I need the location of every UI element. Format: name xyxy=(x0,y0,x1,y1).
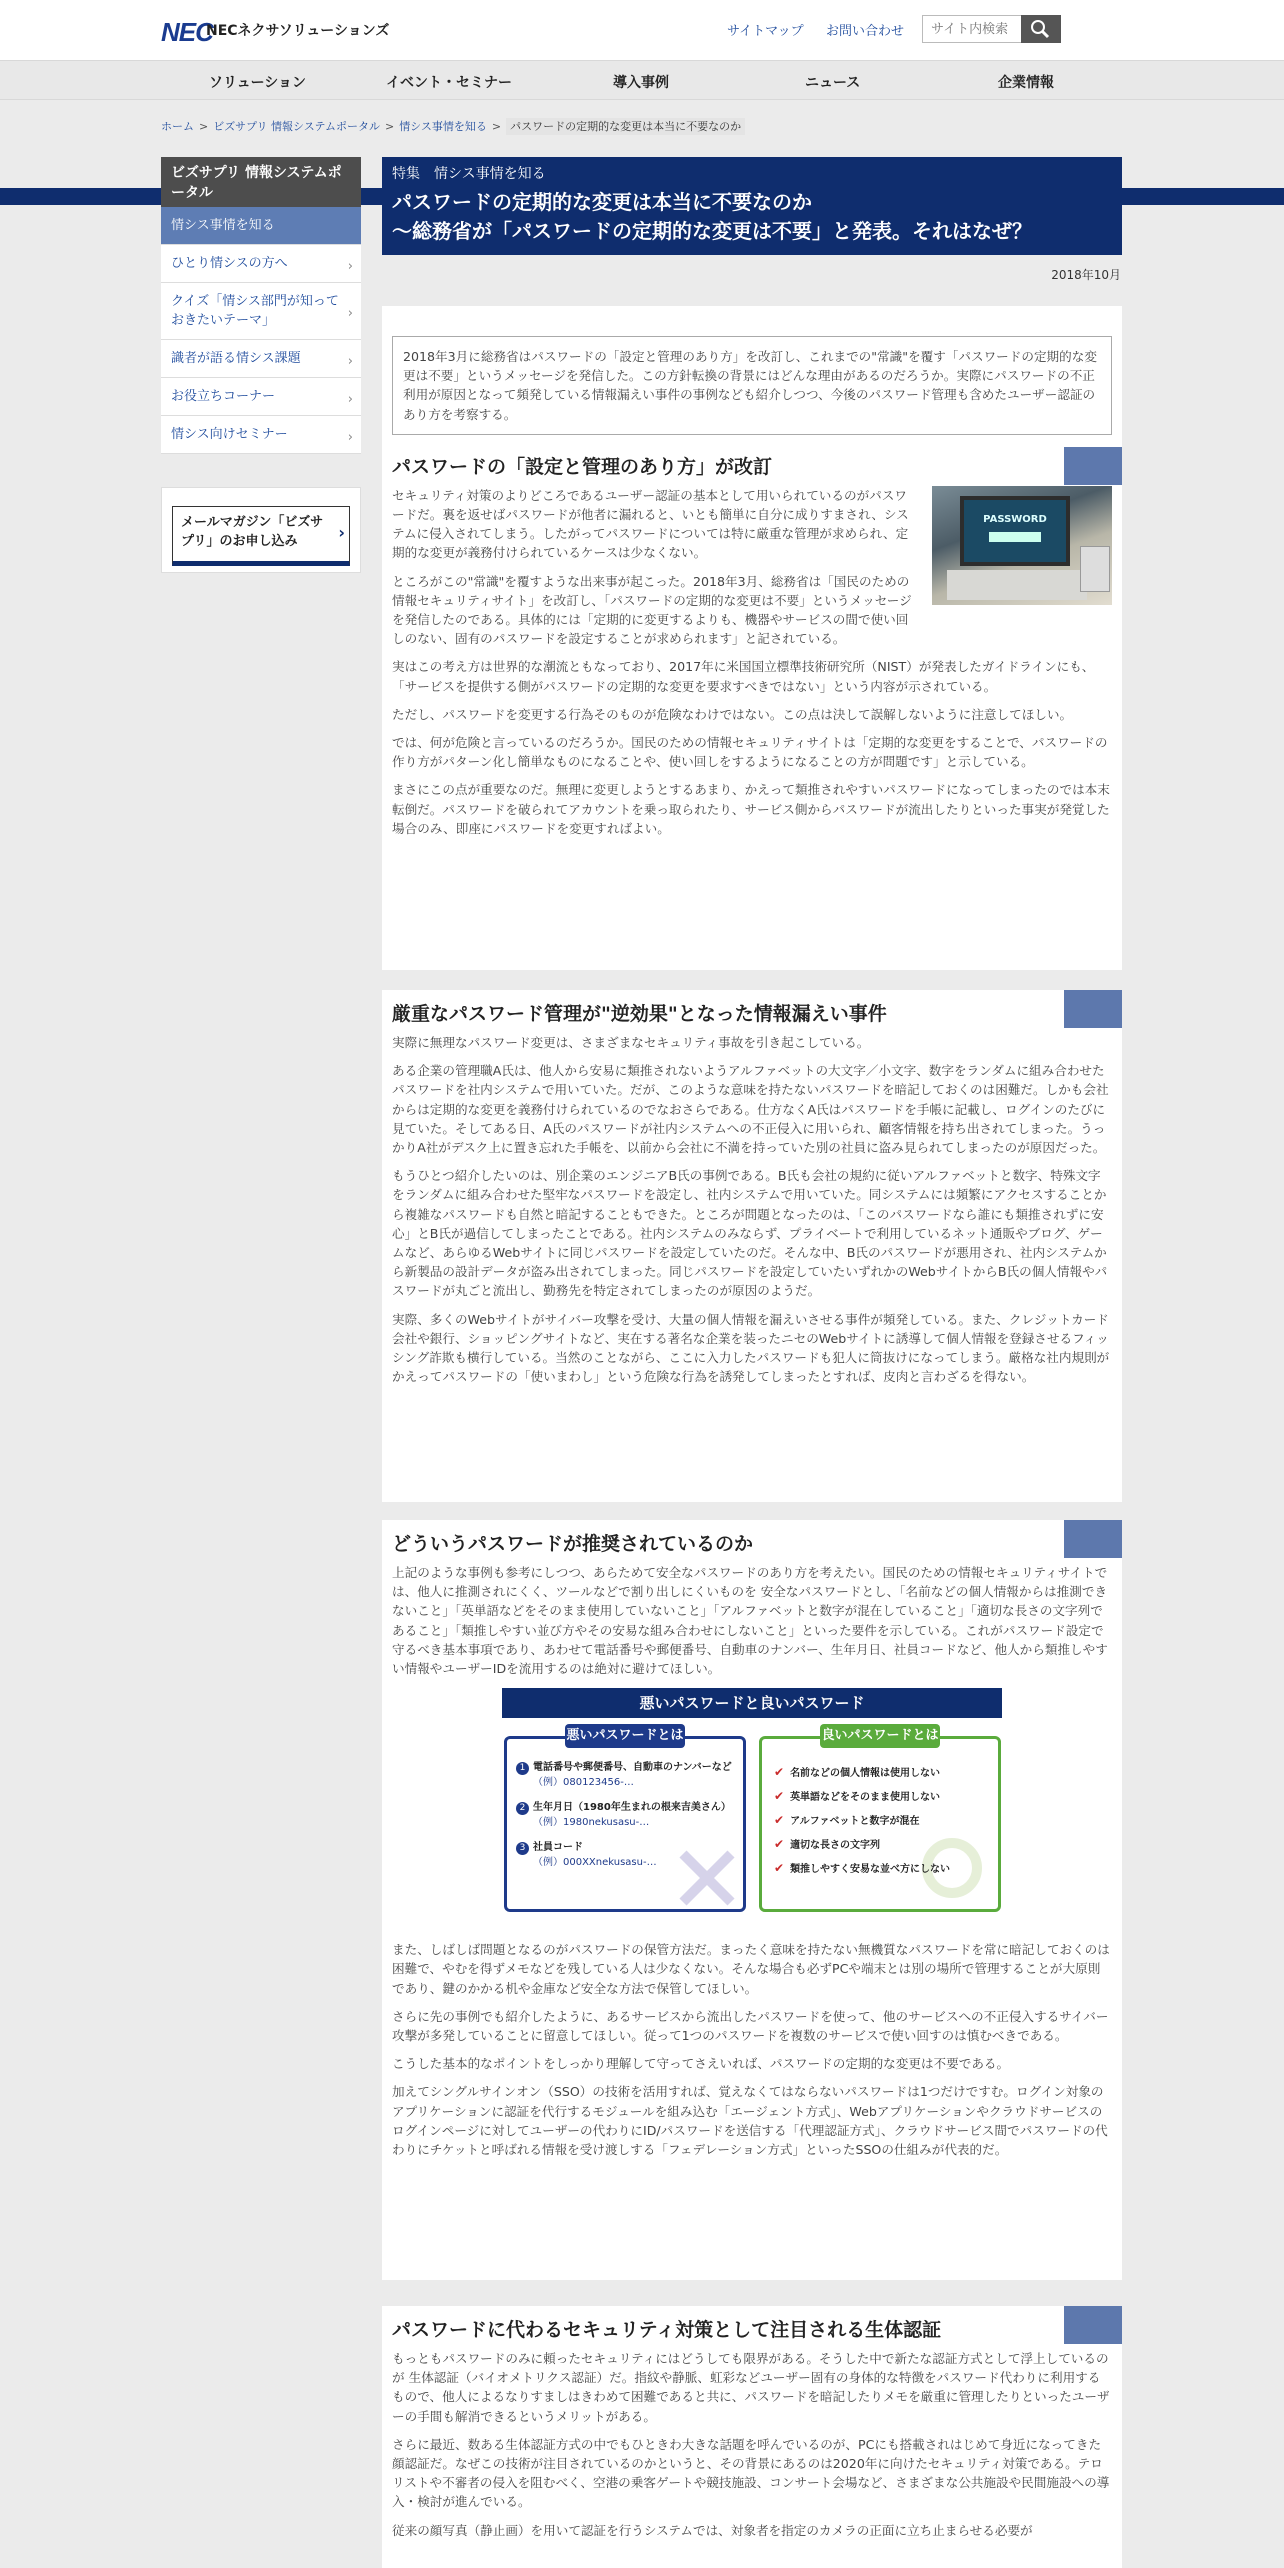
sidebar-item-experts[interactable] xyxy=(161,340,361,378)
heading-decoration xyxy=(1064,990,1122,1028)
paragraph: ただし、パスワードを変更する行為そのものが危険なわけではない。この点は決して誤解しないように注意してほしい。 xyxy=(392,706,1073,722)
paragraph: こうした基本的なポイントをしっかり理解して守ってさえいれば、パスワードの定期的な変更は不要である。 xyxy=(392,2056,1010,2072)
item-number: 1 xyxy=(516,1762,529,1775)
newsletter-button[interactable] xyxy=(172,506,350,566)
check-icon: ✔ xyxy=(774,1837,785,1852)
good-password-item xyxy=(774,1788,940,1803)
sidebar-item-solo[interactable] xyxy=(161,245,361,283)
laptop-keyboard xyxy=(947,570,1087,600)
bad-item-example: （例）1980nekusasu-… xyxy=(533,1817,650,1829)
paragraph: セキュリティ対策のよりどころであるユーザー認証の基本として用いられているのがパスワードだ。裏を返せばパスワードが他者に漏れると、いとも簡単に自分に成りすまされ、システムに侵入されてしまう。したがってパスワードについては特に厳重な管理が求められ、定期的な変更が義務付けられているケースは少なくない。 xyxy=(392,487,909,561)
bad-password-item xyxy=(516,1800,731,1830)
sidebar-item-label: 情シス事情を知る xyxy=(171,218,275,233)
paragraph: まさにこの点が重要なのだ。無理に変更しようとするあまり、かえって類推されやすいパスワードになってしまったのでは本末転倒だ。パスワードを破られてアカウントを乗っ取られたり、サービス側からパスワードが流出したりといった事実が発覚した場合のみ、即座にパスワードを変更すればよい。 xyxy=(392,782,1110,836)
article-header xyxy=(382,157,1122,255)
breadcrumb-section[interactable]: 情シス事情を知る xyxy=(399,120,487,133)
chevron-right-icon: › xyxy=(347,306,353,321)
paragraph: もうひとつ紹介したいのは、別企業のエンジニアB氏の事例である。B氏も会社の規約に従いアルファベットと数字、特殊文字をランダムに組み合わせた堅牢なパスワードを設定し、社内システムで用いていた。同システムには頻繁にアクセスすることから複雑なパスワードも自然と暗記することもできた。ところが問題となったのは、「このパスワードなら誰にも類推されずに安心」とB氏が過信してしまったことである。社内システムのみならず、プライベートで利用しているネット通販やブログ、ゲームなど、あらゆるWebサイトに同じパスワードを設定していたのだ。そんな中、B氏のパスワードが悪用され、社内システムから新製品の設計データが盗み出されてしまった。同じパスワードを設定していたいずれかのWebサイトからB氏の個人情報やパスワードが丸ごと流出し、勤務先を特定されてしまったのが原因のようだ。 xyxy=(392,1168,1108,1299)
paragraph: さらに先の事例でも紹介したように、あるサービスから流出したパスワードを使って、他のサービスへの不正侵入するサイバー攻撃が多発していることに留意してほしい。従って1つのパスワードを複数のサービスで使い回すのは慎むべきである。 xyxy=(392,2008,1109,2044)
chevron-right-icon: › xyxy=(347,258,353,274)
paragraph: さらに最近、数ある生体認証方式の中でもひときわ大きな話題を呼んでいるのが、PCにも搭載されはじめて身近になってきた顔認証だ。なぜこの技術が注目されているのかというと、その背景にあるのは2020年に向けたセキュリティ対策である。テロリストや不審者の侵入を阻むべく、空港の乗客ゲートや競技施設、コンサート会場など、さまざまな公共施設や民間施設への導入・検討が進んでいる。 xyxy=(392,2436,1110,2510)
paragraph: 実際に無理なパスワード変更は、さまざまなセキュリティ事故を引き起こしている。 xyxy=(392,1035,870,1050)
paragraph: では、何が危険と言っているのだろうか。国民のための情報セキュリティサイトは「定期的な変更をすることで、パスワードの作り方がパターン化し簡単なものになることや、使い回しをするようになることの方が問題です」と示している。 xyxy=(392,735,1108,770)
section-heading-text: パスワードに代わるセキュリティ対策として注目される生体認証 xyxy=(392,2319,942,2341)
paragraph: ある企業の管理職A氏は、他人から安易に類推されないようアルファベットの大文字／小文字、数字をランダムに組み合わせたパスワードを社内システムで用いていた。だが、このような意味を持たないパスワードを暗記しておくのは困難だ。しかも会社からは定期的な変更を義務付けられているのでなおさらである。仕方なくA氏はパスワードを手帳に記載し、ログインのたびに見ていた。そしてある日、A氏のパスワードが社内システムへの不正侵入に用いられ、顧客情報を持ち出されてしまった。うっかりA社がデスク上に置き忘れた手帳を、以前から会社に不満を持っていた別の社員に盗み見られてしまったのが原因だった。 xyxy=(392,1063,1109,1156)
password-laptop-photo xyxy=(932,486,1112,605)
breadcrumb-current: パスワードの定期的な変更は本当に不要なのか xyxy=(506,118,745,135)
paragraph: 実際、多くのWebサイトがサイバー攻撃を受け、大量の個人情報を漏えいさせる事件が頻発している。また、クレジットカード会社や銀行、ショッピングサイトなど、実在する著名な企業を装ったニセのWebサイトに誘導して個人情報を登録させるフィッシング詐欺も横行している。当然のことながら、ここに入力したパスワードも犯人に筒抜けになってしまう。厳格な社内規則がかえってパスワードの「使いまわし」という危険な行為を誘発してしまったとすれば、皮肉と言わざるを得ない。 xyxy=(392,1311,1110,1385)
article-date: 2018年10月 xyxy=(1051,268,1121,282)
good-item-text: アルファベットと数字が混在 xyxy=(790,1816,920,1828)
figure-title: 悪いパスワードと良いパスワード xyxy=(502,1688,1002,1718)
chevron-right-icon: › xyxy=(347,429,353,445)
article-section-3 xyxy=(382,1520,1122,2280)
paragraph: 従来の顔写真（静止画）を用いて認証を行うシステムでは、対象者を指定のカメラの正面に立ち止まらせる必要が xyxy=(392,2522,1033,2538)
bad-password-item xyxy=(516,1840,657,1870)
section-heading-text: 厳重なパスワード管理が"逆効果"となった情報漏えい事件 xyxy=(392,1003,887,1025)
search-button[interactable] xyxy=(1038,15,1121,43)
chevron-right-icon: › xyxy=(338,523,345,542)
breadcrumb-portal[interactable]: ビズサプリ 情報システムポータル xyxy=(213,120,380,133)
heading-decoration xyxy=(1064,1520,1122,1558)
check-icon: ✔ xyxy=(774,1789,785,1804)
bad-password-item xyxy=(516,1760,732,1790)
paragraph: もっともパスワードのみに頼ったセキュリティにはどうしても限界がある。そうした中で新たな認証方式として浮上しているのが 生体認証（バイオメトリクス認証）だ。指紋や静脈、虹彩などユーザー固有の身体的な特徴をパスワード代わりに利用するもので、他人によるなりすましはきわめて困難であると共に、パスワードを暗記したりメモを厳重に管理したりといったユーザーの手間も解消できるというメリットがある。 xyxy=(392,2351,1110,2424)
newsletter-label: メールマガジン「ビズサプリ」のお申し込み xyxy=(181,515,324,549)
gnav-news[interactable]: ニュース xyxy=(805,75,861,91)
sidebar-item-label: お役立ちコーナー xyxy=(171,389,276,404)
good-password-item xyxy=(774,1836,880,1851)
bad-item-text: 生年月日（1980年生まれの根来吉美さん） xyxy=(533,1802,731,1814)
search-icon xyxy=(1021,15,1061,43)
laptop-screen xyxy=(960,496,1070,566)
bad-item-text: 電話番号や郵便番号、自動車のナンバーなど xyxy=(533,1762,732,1774)
sidebar xyxy=(161,157,361,454)
good-item-text: 名前などの個人情報は使用しない xyxy=(790,1768,941,1780)
good-item-text: 類推しやすく安易な並べ方にしない xyxy=(790,1864,951,1876)
sidebar-item-label: 識者が語る情シス課題 xyxy=(171,351,301,366)
chevron-right-icon: › xyxy=(347,353,353,369)
section-heading xyxy=(392,443,1112,486)
gnav-corporate[interactable]: 企業情報 xyxy=(998,75,1054,91)
global-nav xyxy=(0,60,1284,100)
photo-password-field xyxy=(989,532,1041,542)
bad-password-label: 悪いパスワードとは xyxy=(565,1724,685,1748)
bad-item-example: （例）080123456-… xyxy=(533,1777,634,1789)
paragraph: 実はこの考え方は世界的な潮流ともなっており、2017年に米国国立標準技術研究所（NIST）が発表したガイドラインにも、「サービスを提供する側がパスワードの定期的な変更を要求すべきではない」という内容が示されている。 xyxy=(392,659,1095,694)
bad-item-example: （例）000XXnekusasu-… xyxy=(533,1857,657,1869)
good-item-text: 適切な長さの文字列 xyxy=(790,1840,881,1852)
breadcrumb xyxy=(161,118,745,134)
gnav-solution[interactable]: ソリューション xyxy=(209,75,307,91)
item-number: 3 xyxy=(516,1842,529,1855)
sidebar-item-seminar[interactable] xyxy=(161,416,361,454)
gnav-event-seminar[interactable]: イベント・セミナー xyxy=(386,75,512,91)
sidebar-item-label: 情シス向けセミナー xyxy=(171,427,288,442)
bad-item-text: 社員コード xyxy=(533,1842,583,1854)
good-item-text: 英単語などをそのまま使用しない xyxy=(790,1792,941,1804)
nec-logo[interactable]: NEC xyxy=(161,17,213,47)
sitemap-link[interactable]: サイトマップ xyxy=(727,24,804,39)
check-icon: ✔ xyxy=(774,1813,785,1828)
calculator xyxy=(1080,546,1110,592)
cross-icon xyxy=(677,1848,737,1908)
sidebar-item-quiz[interactable] xyxy=(161,283,361,340)
chevron-right-icon: › xyxy=(347,391,353,407)
password-comparison-figure xyxy=(502,1688,1002,1926)
section-heading xyxy=(392,2306,1112,2349)
sidebar-item-label: ひとり情シスの方へ xyxy=(171,256,288,271)
paragraph: 加えてシングルサインオン（SSO）の技術を活用すれば、覚えなくてはならないパスワードは1つだけですむ。ログイン対象のアプリケーションに認証を代行するモジュールを組み込む「エージェント方式」、Webアプリケーションやクラウドサービスのログインページに対してユーザーの代わりにID/パスワードを送信する「代理認証方式」、クラウドサービス間でパスワードの代わりにチケットと呼ばれる情報を受け渡しする「フェデレーション方式」といったSSOの仕組みが代表的だ。 xyxy=(392,2084,1108,2158)
article-section-2 xyxy=(382,990,1122,1502)
gnav-case-studies[interactable]: 導入事例 xyxy=(613,75,669,91)
article-section-4 xyxy=(382,2306,1122,2568)
heading-decoration xyxy=(1064,447,1122,485)
item-number: 2 xyxy=(516,1802,529,1815)
sidebar-item-know[interactable] xyxy=(161,207,361,245)
article-kicker: 特集 情シス事情を知る xyxy=(392,166,546,182)
paragraph: また、しばしば問題となるのがパスワードの保管方法だ。まったく意味を持たない無機質なパスワードを常に暗記しておくのは困難で、やむを得ずメモなどを残している人は少なくない。そんな場合も必ずPCや端末とは別の場所で管理することが大原則であり、鍵のかかる机や金庫など安全な方法で保管してほしい。 xyxy=(392,1942,1110,1996)
good-password-item xyxy=(774,1812,919,1827)
sidebar-title[interactable]: ビズサプリ 情報システムポータル xyxy=(161,157,361,207)
check-icon: ✔ xyxy=(774,1861,785,1876)
good-password-item xyxy=(774,1860,950,1875)
photo-password-text: PASSWORD xyxy=(983,513,1047,525)
article-intro: 2018年3月に総務省はパスワードの「設定と管理のあり方」を改訂し、これまでの"常識"を覆す「パスワードの定期的な変更は不要」というメッセージを発信した。この方針転換の背景にはどんな理由があるのだろうか。実際にパスワードの不正利用が原因となって頻発している情報漏えい事件の事例なども紹介しつつ、今後のパスワード管理も含めたユーザー認証のあり方を考察する。 xyxy=(392,336,1112,435)
good-password-item xyxy=(774,1764,940,1779)
paragraph: ところがこの"常識"を覆すような出来事が起こった。2018年3月、総務省は「国民のための情報セキュリティサイト」を改訂し、「パスワードの定期的な変更は不要」というメッセージを発信したのである。具体的には「定期的に変更するよりも、機器やサービスの間で使い回しのない、固有のパスワードを設定することが求められます」と記されている。 xyxy=(392,573,912,647)
sidebar-item-label: クイズ「情シス部門が知っておきたいテーマ」 xyxy=(171,294,339,328)
breadcrumb-separator: > xyxy=(384,120,395,133)
paragraph: 上記のような事例も参考にしつつ、あらためて安全なパスワードのあり方を考えたい。国民のための情報セキュリティサイトでは、他人に推測されにくく、ツールなどで割り出しにくいものを 安全なパスワードとし、「名前などの個人情報からは推測できないこと」「英単語などをそのまま使用していないこと」「アルファベットと数字が混在していること」「適切な長さの文字列であること」「類推しやすい並び方やその安易な組み合わせにしないこと」といった要件を示している。これがパスワード設定で守るべき基本事項であり、あわせて電話番号や郵便番号、自動車のナンバー、生年月日、社員コードなど、他人から類推しやすい情報やユーザーIDを流用するのは絶対に避けてほしい。 xyxy=(392,1565,1108,1677)
breadcrumb-separator: > xyxy=(199,120,209,133)
section-heading-text: どういうパスワードが推奨されているのか xyxy=(392,1533,754,1555)
company-name[interactable]: NECネクサソリューションズ xyxy=(206,23,390,39)
check-icon: ✔ xyxy=(774,1765,785,1780)
section-heading-text: パスワードの「設定と管理のあり方」が改訂 xyxy=(392,455,773,478)
contact-link[interactable]: お問い合わせ xyxy=(826,24,905,39)
heading-decoration xyxy=(1064,2306,1122,2344)
good-password-label: 良いパスワードとは xyxy=(820,1724,940,1748)
article-section-1 xyxy=(382,306,1122,970)
article-subtitle: ～総務省が「パスワードの定期的な変更は不要」と発表。それはなぜ？ xyxy=(392,219,1032,243)
site-header xyxy=(0,0,1284,60)
newsletter-box xyxy=(161,487,361,573)
sidebar-item-useful[interactable] xyxy=(161,378,361,416)
article-title: パスワードの定期的な変更は本当に不要なのか xyxy=(392,190,812,214)
section-heading xyxy=(392,1520,1112,1563)
breadcrumb-separator: > xyxy=(491,120,502,133)
section-heading xyxy=(392,990,1112,1033)
breadcrumb-home[interactable]: ホーム xyxy=(161,120,194,133)
